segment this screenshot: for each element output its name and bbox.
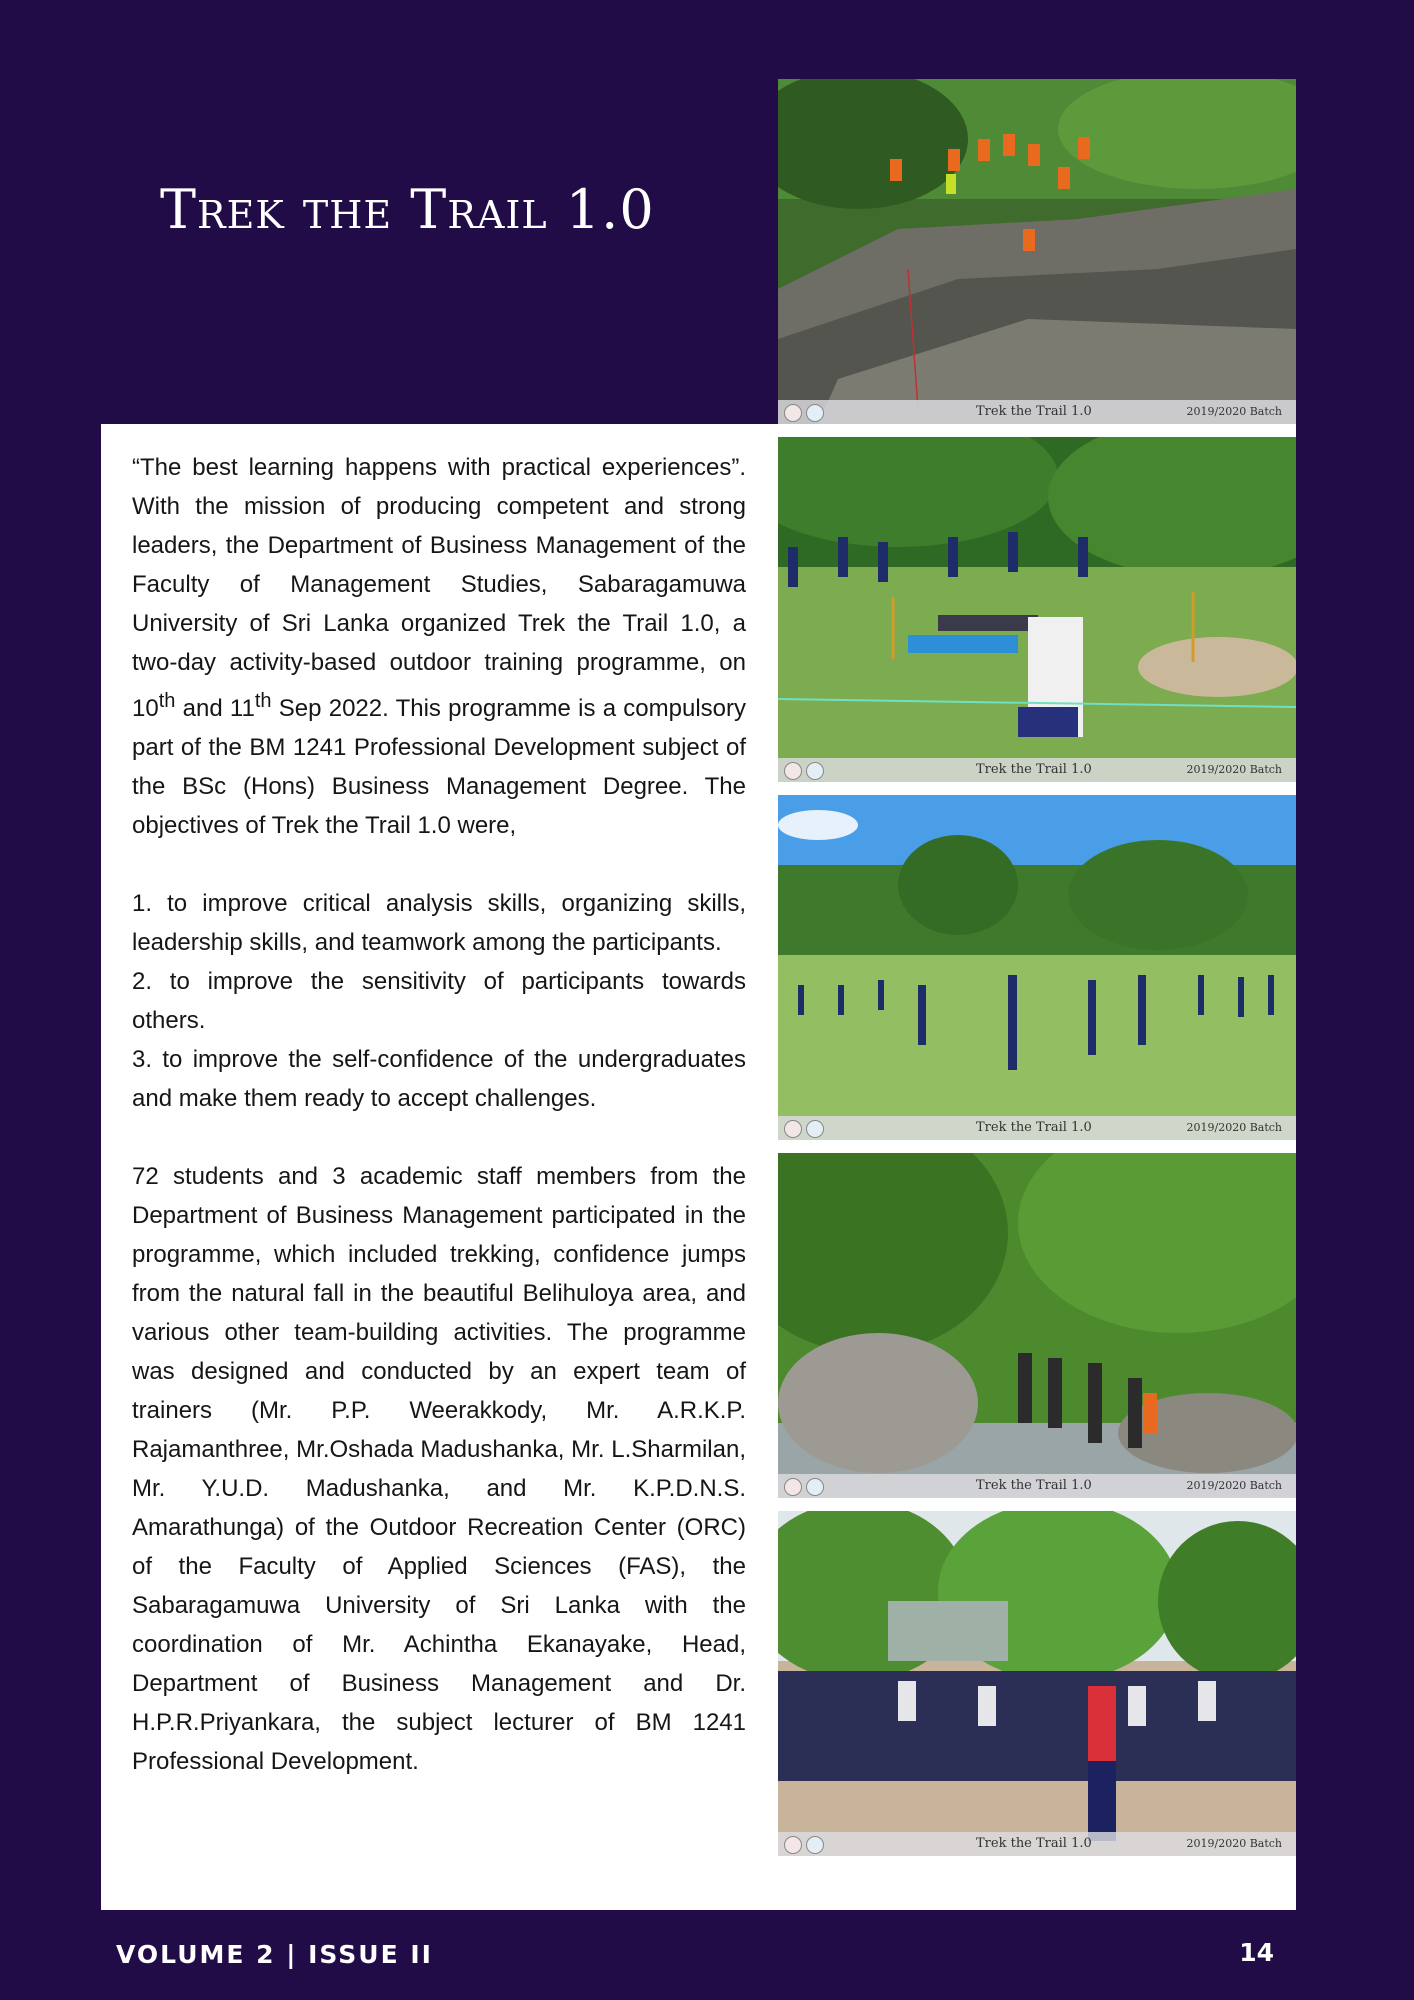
intro-quote: “The best learning happens with practical experiences”. [132,454,746,481]
intro-text: Sep 2022. This programme is a compulsory part of the BM 1241 Professional Development subject of the BSc (Hons) Business Management Degree. The objectives of Trek the Trail 1.0 were, [132,695,747,839]
page-number: 14 [1239,1938,1274,1967]
photo-caption: Trek the Trail 1.0 [976,1836,1092,1851]
intro-text: and 11 [175,695,255,722]
volume-issue: VOLUME 2 | ISSUE II [116,1940,433,1969]
objective-item: 1. to improve critical analysis skills, organizing skills, leadership skills, and teamwork among the participants. [132,890,746,956]
photo-caption: Trek the Trail 1.0 [976,404,1092,419]
photo-circle-game [778,795,1296,1140]
intro-text: With the mission of producing competent and strong leaders, the Department of Business Management of the Faculty of Management Studies, Sabaragamuwa University of Sri Lanka organized Trek the Trail 1.0, a two-day activity-based outdoor training programme, on 10 [132,493,746,722]
photo-batch: 2019/2020 Batch [1186,1479,1282,1492]
photo-batch: 2019/2020 Batch [1186,405,1282,418]
photo-batch: 2019/2020 Batch [1186,763,1282,776]
article-body [132,448,746,1781]
ordinal-suffix: th [158,690,176,712]
photo-caption: Trek the Trail 1.0 [976,762,1092,777]
intro-paragraph [132,448,746,845]
objective-item: 2. to improve the sensitivity of participants towards others. [132,968,746,1034]
photo-caption: Trek the Trail 1.0 [976,1120,1092,1135]
photo-field-activity [778,437,1296,782]
photo-rock-climb [778,79,1296,424]
objective-item: 3. to improve the self-confidence of the undergraduates and make them ready to accept challenges. [132,1046,746,1112]
photo-batch: 2019/2020 Batch [1186,1121,1282,1134]
photo-column [778,79,1296,1869]
closing-paragraph: 72 students and 3 academic staff members from the Department of Business Management participated in the programme, which included trekking, confidence jumps from the natural fall in the beautiful Belihuloya area, and various other team-building activities. The programme was designed and conducted by an expert team of trainers (Mr. P.P. Weerakkody, Mr. A.R.K.P. Rajamanthree, Mr.Oshada Madushanka, Mr. L.Sharmilan, Mr. Y.U.D. Madushanka, and Mr. K.P.D.N.S. Amarathunga) of the Outdoor Recreation Center (ORC) of the Faculty of Applied Sciences (FAS), the Sabaragamuwa University of Sri Lanka with the coordination of Mr. Achintha Ekanayake, Head, Department of Business Management and Dr. H.P.R.Priyankara, the subject lecturer of BM 1241 Professional Development. [132,1163,746,1775]
article-title: Trek the Trail 1.0 [160,178,655,241]
photo-group-briefing [778,1511,1296,1856]
ordinal-suffix: th [254,690,272,712]
photo-batch: 2019/2020 Batch [1186,1837,1282,1850]
photo-caption: Trek the Trail 1.0 [976,1478,1092,1493]
photo-river-trek [778,1153,1296,1498]
